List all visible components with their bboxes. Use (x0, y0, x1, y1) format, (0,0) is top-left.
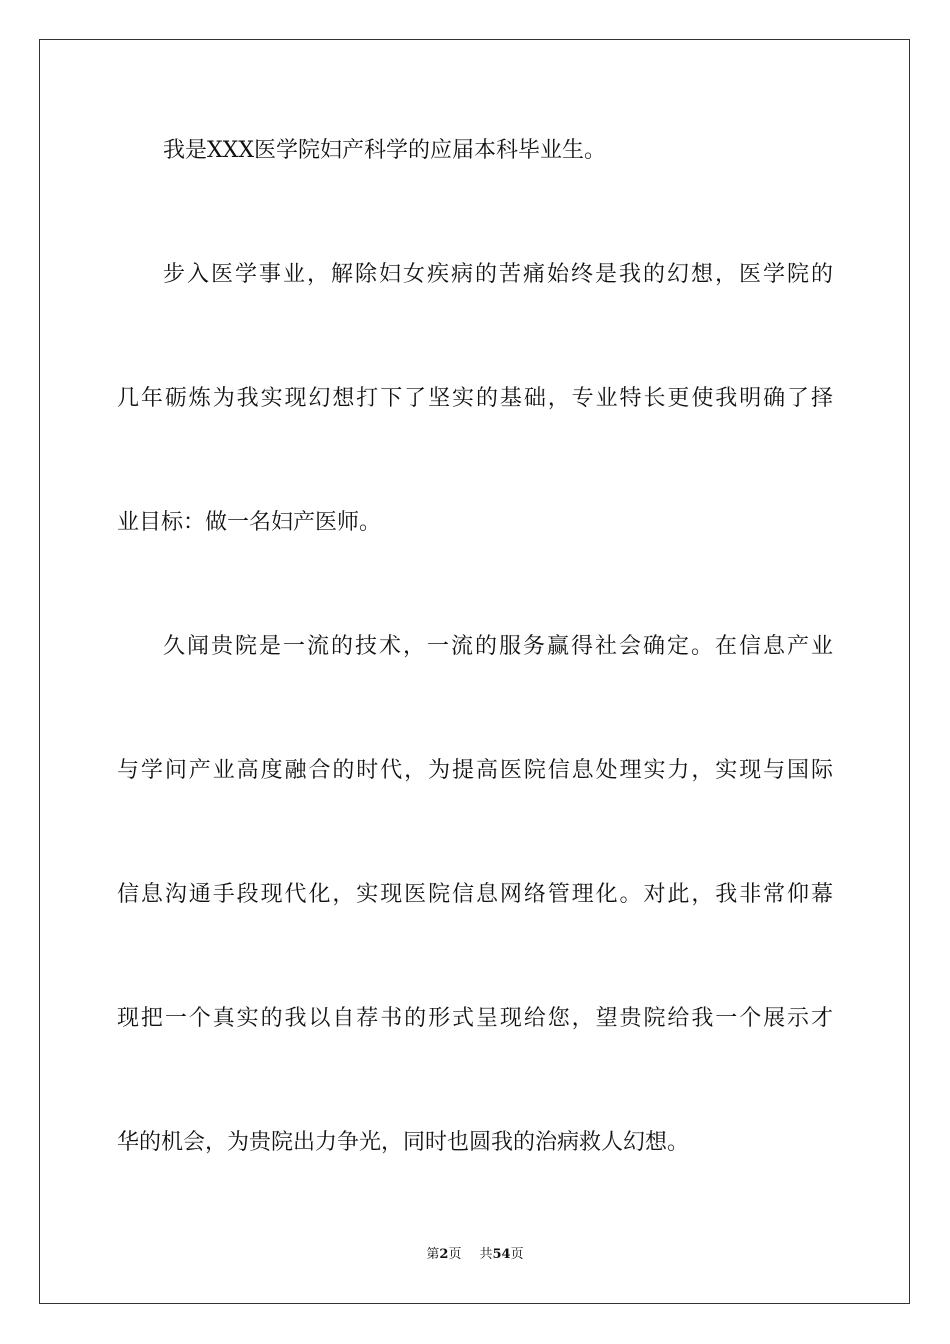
paragraph-line: 与学问产业高度融合的时代，为提高医院信息处理实力，实现与国际 (117, 758, 833, 783)
footer-page-number: 2 (439, 1247, 449, 1262)
footer-page-suffix: 页 (448, 1247, 462, 1262)
paragraph-line: 信息沟通手段现代化，实现医院信息网络管理化。对此，我非常仰幕 (117, 882, 833, 907)
footer-total-pages: 54 (492, 1247, 511, 1262)
footer-total-suffix: 页 (510, 1247, 524, 1262)
paragraph-line: 步入医学事业，解除妇女疾病的苦痛始终是我的幻想，医学院的 (163, 262, 833, 287)
paragraph-line: 业目标：做一名妇产医师。 (117, 510, 382, 535)
paragraph-line: 现把一个真实的我以自荐书的形式呈现给您，望贵院给我一个展示才 (117, 1006, 833, 1031)
footer-page-prefix: 第 (426, 1247, 440, 1262)
footer-total-prefix: 共 (479, 1247, 493, 1262)
paragraph-line: 久闻贵院是一流的技术，一流的服务赢得社会确定。在信息产业 (163, 634, 833, 659)
paragraph-line: 我是XXX医学院妇产科学的应届本科毕业生。 (163, 138, 606, 163)
page-footer (0, 1246, 950, 1264)
page-border (39, 39, 910, 1304)
paragraph-line: 几年砺炼为我实现幻想打下了坚实的基础，专业特长更使我明确了择 (117, 386, 833, 411)
paragraph-line: 华的机会，为贵院出力争光，同时也圆我的治病救人幻想。 (117, 1130, 690, 1155)
